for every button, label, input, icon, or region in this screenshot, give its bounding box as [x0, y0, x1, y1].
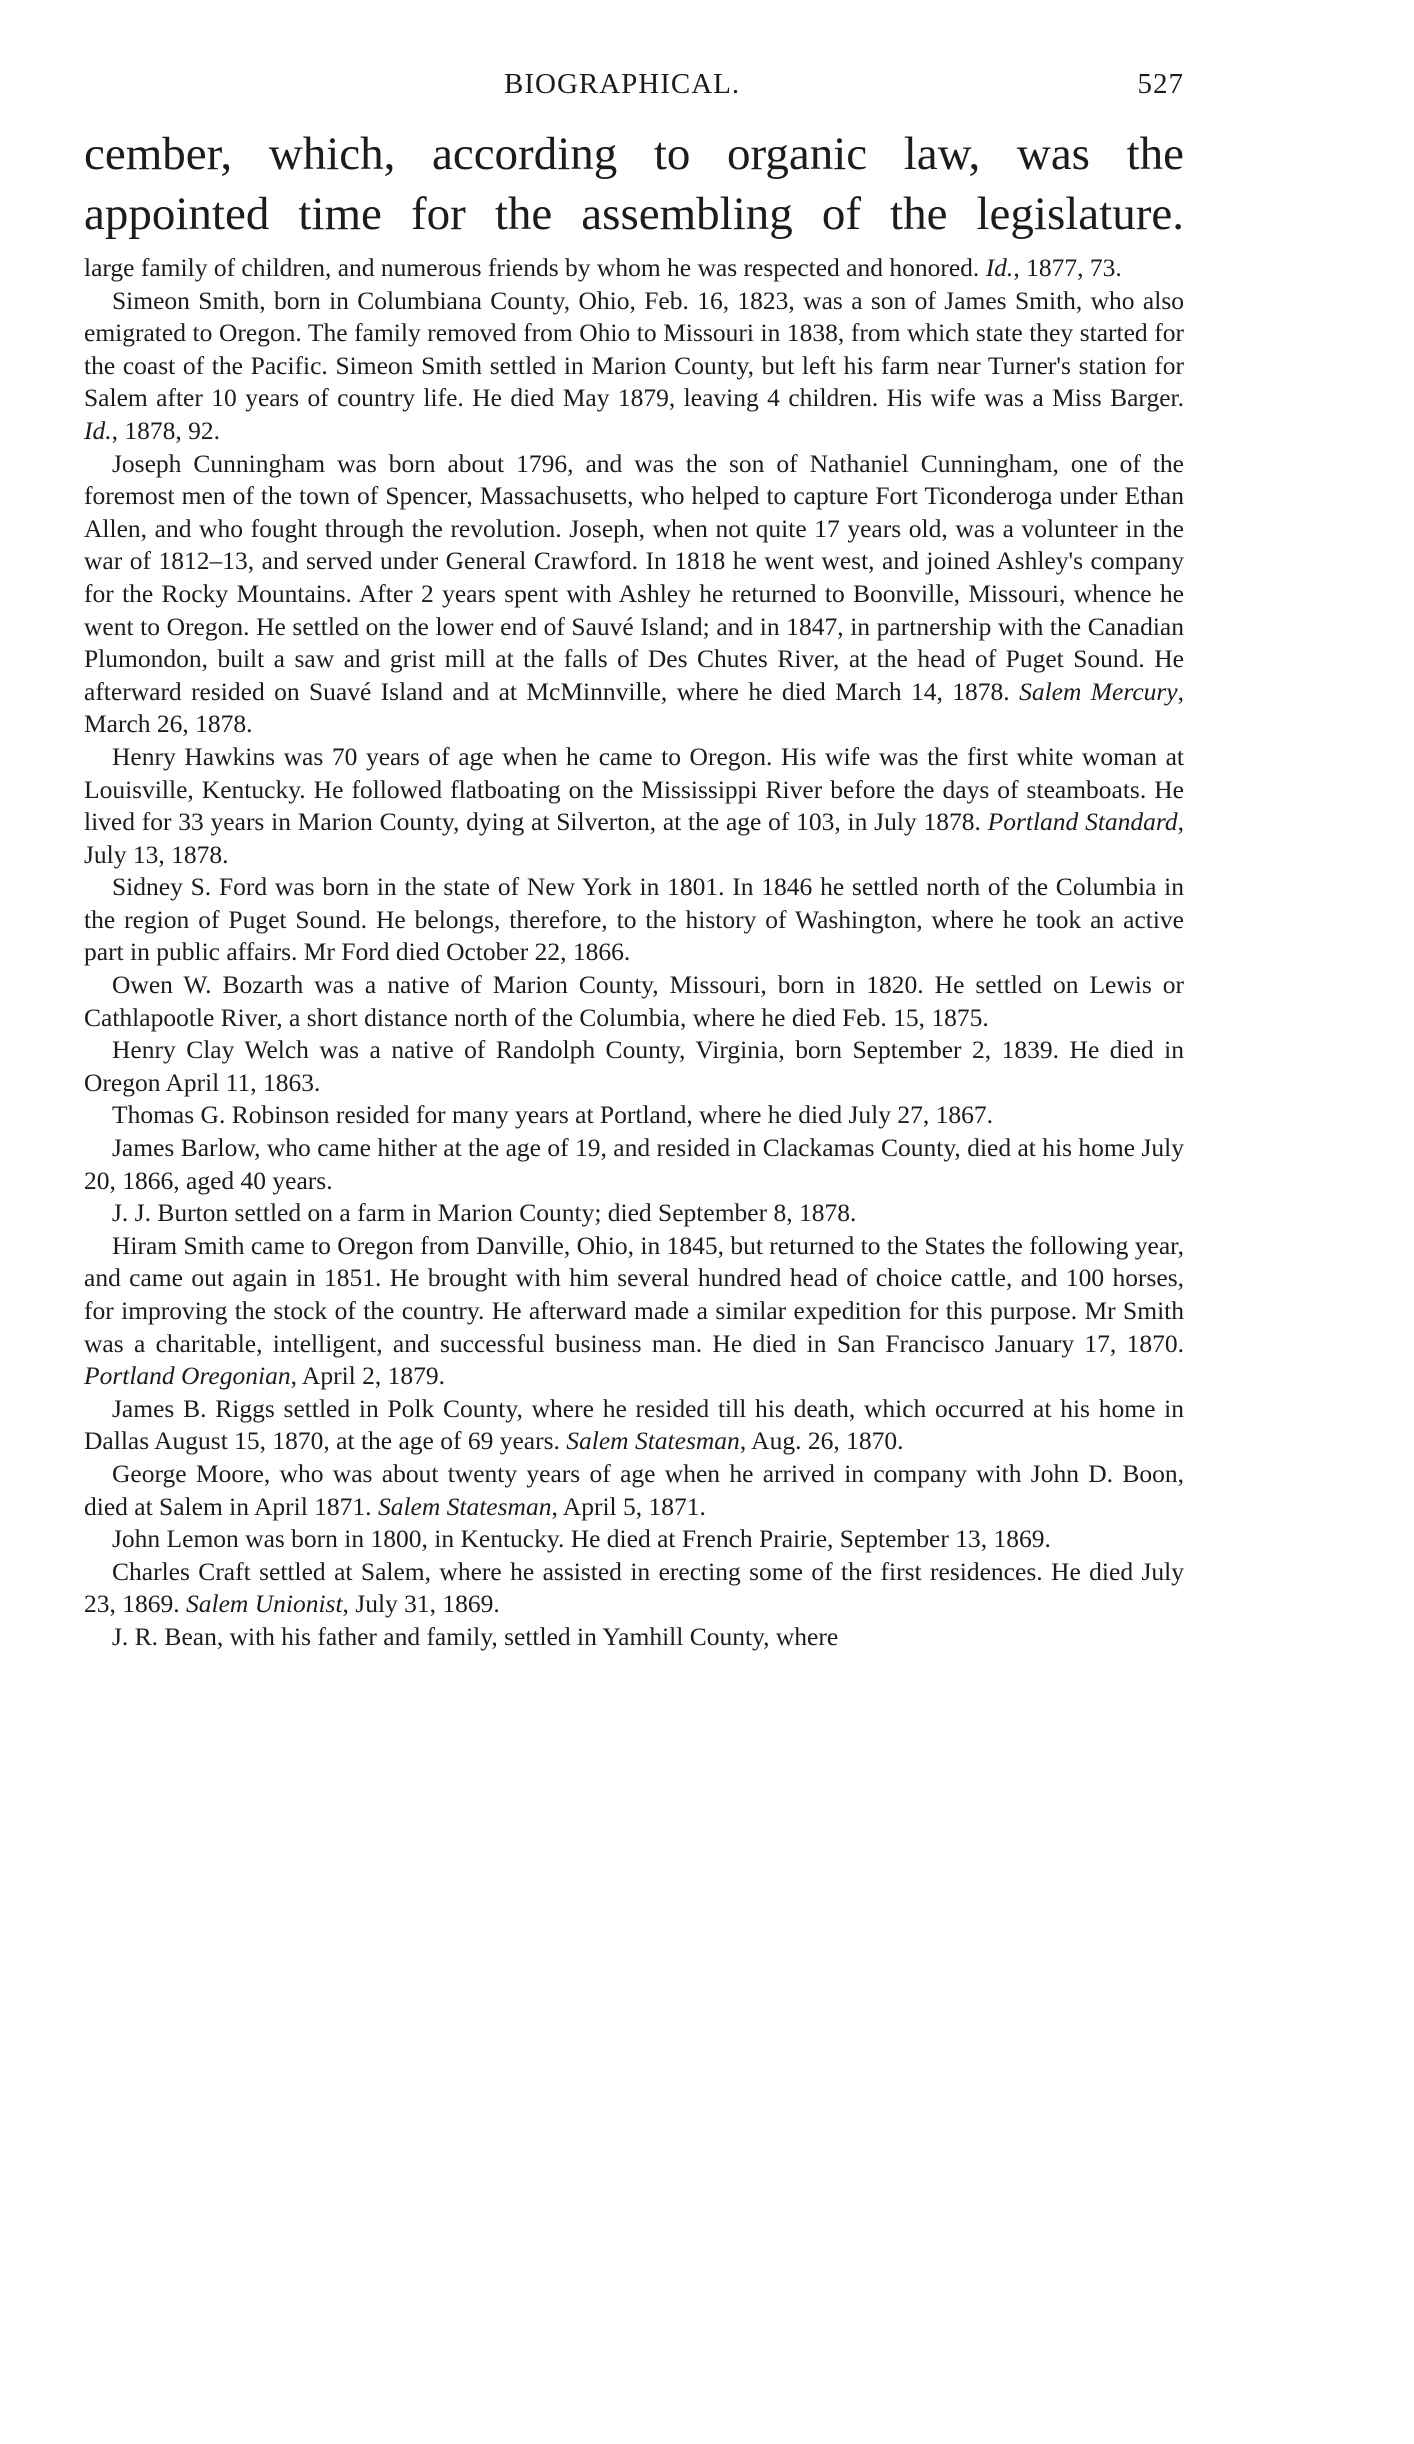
paragraph-3: Joseph Cunningham was born about 1796, and was the son of Nathaniel Cunningham, one of the foremost men of the town of Spencer, Massachusetts, who helped to capture Fort Ticonderoga under Ethan Allen, and who fought through the revolution. Joseph, when not quite 17 years old, was a volunteer in the war of 1812–13, and served under General Crawford. In 1818 he went west, and joined Ashley's company for the Rocky Mountains. After 2 years spent with Ashley he returned to Boonville, Missouri, whence he went to Oregon. He settled on the lower end of Sauvé Island; and in 1847, in partnership with the Canadian Plumondon, built a saw and grist mill at the falls of Des Chutes River, at the head of Puget Sound. He afterward resided on Suavé Island and at McMinnville, where he died March 14, 1878. Salem Mercury, March 26, 1878. [84, 448, 1185, 739]
carryover-line-2: appointed time for the assembling of the legislature. [84, 188, 1184, 240]
paragraph-12: James B. Riggs settled in Polk County, where he resided till his death, which occurred at his home in Dallas August 15, 1870, at the age of 69 years. Salem Statesman, Aug. 26, 1870. [84, 1393, 1184, 1456]
paragraph-7: Henry Clay Welch was a native of Randolph County, Virginia, born September 2, 1839. He died in Oregon April 11, 1863. [84, 1035, 1184, 1097]
paragraph-5: Sidney S. Ford was born in the state of New York in 1801. In 1846 he settled north of the Columbia in the region of Puget Sound. He belongs, therefore, to the history of Washington, where he took an active part in public affairs. Mr Ford died October 22, 1866. [84, 872, 1184, 967]
paragraph-2: Simeon Smith, born in Columbiana County, Ohio, Feb. 16, 1823, was a son of James Smith, who also emigrated to Oregon. The family removed from Ohio to Missouri in 1838, from which state they started for the coast of the Pacific. Simeon Smith settled in Marion County, but left his farm near Turner's station for Salem after 10 years of country life. He died May 1879, leaving 4 children. His wife was a Miss Barger. Id., 1878, 92. [84, 285, 1184, 445]
paragraph-10: J. J. Burton settled on a farm in Marion County; died September 8, 1878. [112, 1198, 857, 1228]
carryover-line-1: cember, which, according to organic law, was the [84, 128, 1184, 180]
paragraph-8: Thomas G. Robinson resided for many years at Portland, where he died July 27, 1867. [112, 1100, 993, 1130]
page-number: 527 [1137, 68, 1184, 100]
running-head [84, 60, 1184, 116]
book-page [84, 60, 1184, 1654]
carryover-text [84, 124, 1184, 244]
running-title: BIOGRAPHICAL. [504, 68, 741, 100]
paragraph-11: Hiram Smith came to Oregon from Danville, Ohio, in 1845, but returned to the States the following year, and came out again in 1851. He brought with him several hundred head of choice cattle, and 100 horses, for improving the stock of the country. He afterward made a similar expedition for this purpose. Mr Smith was a charitable, intelligent, and successful business man. He died in San Francisco January 17, 1870. Portland Oregonian, April 2, 1879. [84, 1230, 1184, 1391]
paragraph-15: Charles Craft settled at Salem, where he assisted in erecting some of the first residences. He died July 23, 1869. Salem Unionist, July 31, 1869. [84, 1556, 1184, 1619]
body-text [84, 252, 1184, 1654]
paragraph-6: Owen W. Bozarth was a native of Marion County, Missouri, born in 1820. He settled on Lewis or Cathlapootle River, a short distance north of the Columbia, where he died Feb. 15, 1875. [84, 970, 1184, 1032]
paragraph-14: John Lemon was born in 1800, in Kentucky. He died at French Prairie, September 13, 1869. [112, 1524, 1051, 1554]
paragraph-9: James Barlow, who came hither at the age of 19, and resided in Clackamas County, died at his home July 20, 1866, aged 40 years. [84, 1133, 1184, 1195]
paragraph-13: George Moore, who was about twenty years of age when he arrived in company with John D. Boon, died at Salem in April 1871. Salem Statesman, April 5, 1871. [84, 1458, 1184, 1521]
paragraph-1: large family of children, and numerous friends by whom he was respected and honored. Id., 1877, 73. [84, 253, 1122, 282]
paragraph-4: Henry Hawkins was 70 years of age when he came to Oregon. His wife was the first white woman at Louisville, Kentucky. He followed flatboating on the Mississippi River before the days of steamboats. He lived for 33 years in Marion County, dying at Silverton, at the age of 103, in July 1878. Portland Standard, July 13, 1878. [84, 741, 1185, 869]
paragraph-16: J. R. Bean, with his father and family, settled in Yamhill County, where [112, 1621, 839, 1651]
